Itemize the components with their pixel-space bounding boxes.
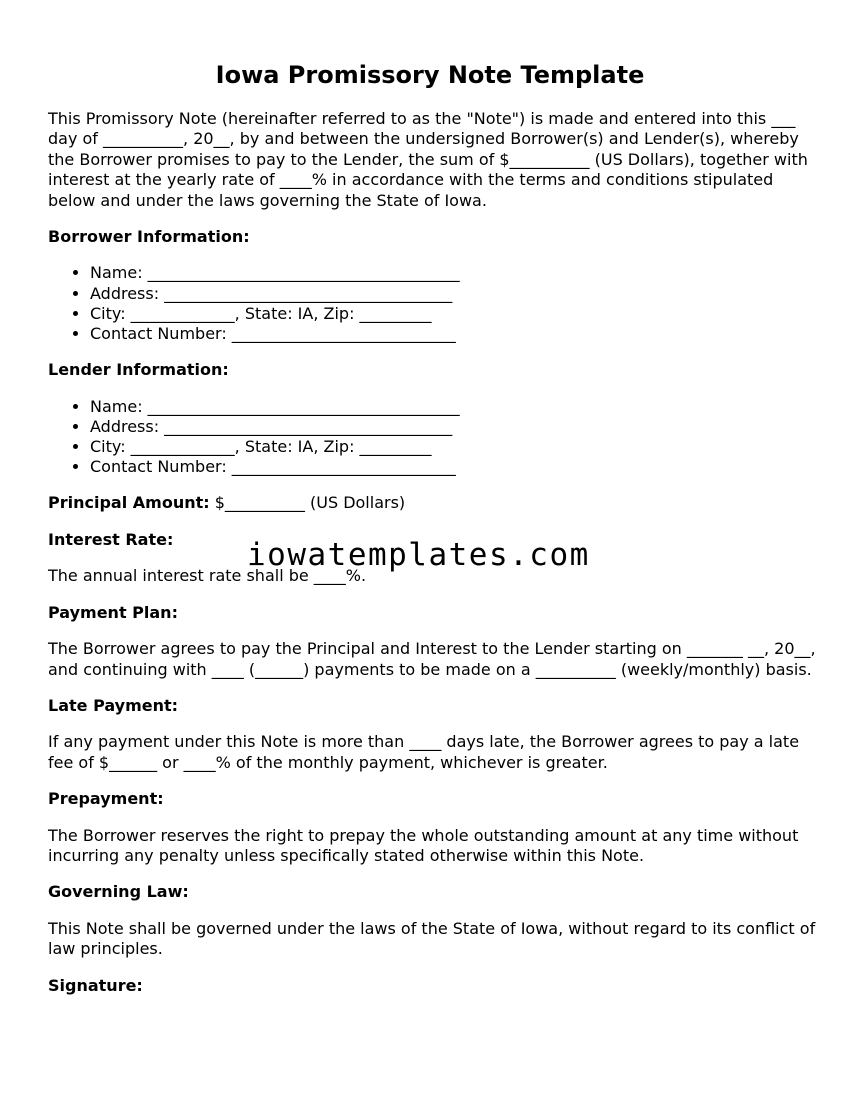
governing-law-text: This Note shall be governed under the laws of the State of Iowa, without regard to its conflict of law principles.	[48, 918, 816, 959]
lender-name-field: • Name: _______________________________________	[90, 397, 818, 417]
borrower-address-field: • Address: ____________________________________	[90, 284, 818, 304]
lender-heading: Lender Information:	[48, 360, 229, 380]
watermark: iowatemplates.com	[247, 537, 590, 573]
interest-heading: Interest Rate:	[48, 529, 174, 549]
lender-city-field: • City: _____________, State: IA, Zip: _________	[90, 437, 818, 457]
payment-plan-text: The Borrower agrees to pay the Principal and Interest to the Lender starting on _______ __, 20__, and continuing with ____ (______) payments to be made on a __________ (weekly/monthly) basis.	[48, 639, 816, 679]
principal-label: Principal Amount:	[48, 493, 210, 513]
interest-text: The annual interest rate shall be ____%.	[48, 566, 367, 586]
signature-heading: Signature:	[48, 975, 143, 995]
lender-list	[48, 397, 818, 478]
document-page	[48, 58, 818, 996]
principal-value: $__________ (US Dollars)	[209, 493, 406, 513]
borrower-city-field: • City: _____________, State: IA, Zip: _________	[90, 304, 818, 324]
borrower-heading: Borrower Information:	[48, 227, 250, 247]
intro-paragraph: This Promissory Note (hereinafter referred to as the "Note") is made and entered into this ___ day of __________, 20__, by and between the undersigned Borrower(s) and Lender(s), whereby the Borrower promises to pay to the Lender, the sum of $__________ (US Dollars), together with interest at the yearly rate of ____% in accordance with the terms and conditions stipulated below and under the laws governing the State of Iowa.	[48, 109, 808, 210]
borrower-contact-field: • Contact Number: ____________________________	[90, 324, 818, 344]
late-payment-text: If any payment under this Note is more than ____ days late, the Borrower agrees to pay a late fee of $______ or ____% of the monthly payment, whichever is greater.	[48, 732, 800, 772]
lender-contact-field: • Contact Number: ____________________________	[90, 457, 818, 477]
lender-address-field: • Address: ____________________________________	[90, 417, 818, 437]
prepayment-text: The Borrower reserves the right to prepay the whole outstanding amount at any time without incurring any penalty unless specifically stated otherwise within this Note.	[48, 825, 799, 865]
borrower-name-field: • Name: _______________________________________	[90, 263, 818, 283]
payment-plan-heading: Payment Plan:	[48, 602, 178, 622]
prepayment-heading: Prepayment:	[48, 789, 164, 809]
governing-law-heading: Governing Law:	[48, 882, 189, 902]
late-payment-heading: Late Payment:	[48, 695, 179, 715]
principal-line	[48, 493, 818, 513]
document-title: Iowa Promissory Note Template	[215, 61, 645, 89]
borrower-list	[48, 263, 818, 344]
